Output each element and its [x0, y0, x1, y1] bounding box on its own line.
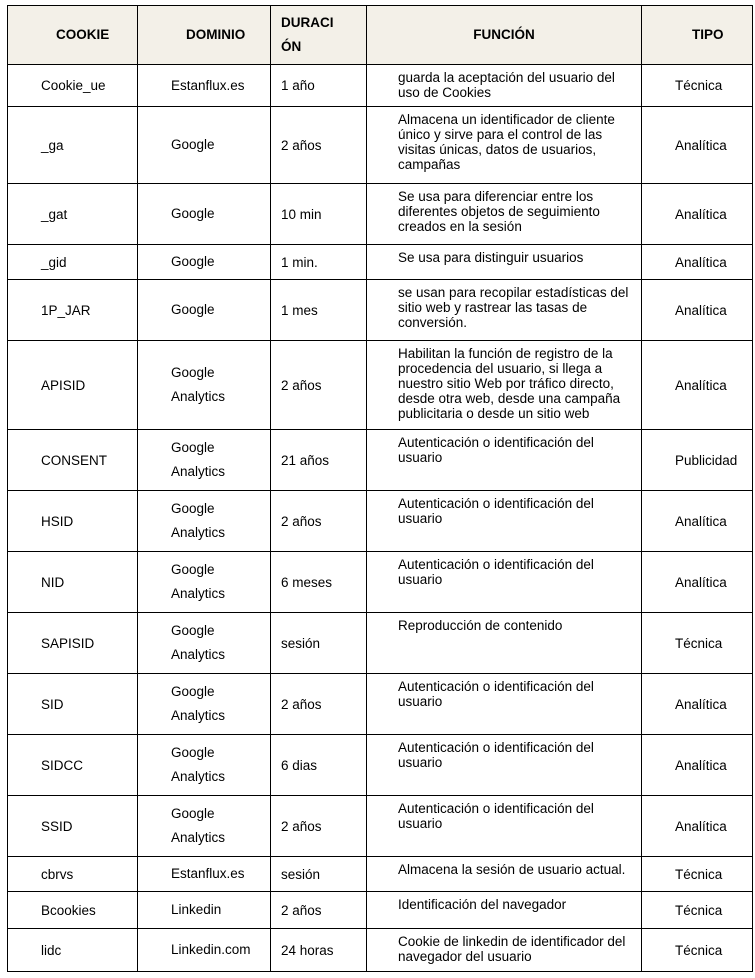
cell-dominio: Google Analytics [138, 796, 271, 857]
header-cookie: COOKIE [8, 6, 138, 65]
cell-funcion: Autenticación o identificación del usuario [367, 491, 642, 552]
cell-tipo: Publicidad [642, 430, 753, 491]
table-row [8, 245, 753, 280]
cell-funcion: Identificación del navegador [367, 892, 642, 929]
header-row [8, 6, 753, 65]
cell-duracion: 2 años [271, 491, 367, 552]
cell-funcion: Se usa para diferenciar entre los diferentes objetos de seguimiento creados en la sesión [367, 184, 642, 245]
header-duracion: DURACI ÓN [271, 6, 367, 65]
cell-dominio: Google [138, 184, 271, 245]
cell-duracion: 1 año [271, 65, 367, 107]
cell-tipo: Analítica [642, 796, 753, 857]
cell-duracion: sesión [271, 857, 367, 892]
cell-funcion: se usan para recopilar estadísticas del sitio web y rastrear las tasas de conversión. [367, 280, 642, 341]
table-row [8, 892, 753, 929]
cell-duracion: 2 años [271, 674, 367, 735]
cookies-table [7, 5, 753, 972]
cell-cookie: SSID [8, 796, 138, 857]
cell-funcion: Autenticación o identificación del usuario [367, 674, 642, 735]
cell-dominio: Linkedin [138, 892, 271, 929]
cell-duracion: 2 años [271, 796, 367, 857]
cell-funcion: Autenticación o identificación del usuario [367, 552, 642, 613]
cell-cookie: _gat [8, 184, 138, 245]
cell-cookie: 1P_JAR [8, 280, 138, 341]
table-row [8, 613, 753, 674]
cell-cookie: Bcookies [8, 892, 138, 929]
cell-tipo: Analítica [642, 280, 753, 341]
cell-duracion: 2 años [271, 341, 367, 430]
cell-duracion: sesión [271, 613, 367, 674]
cell-tipo: Técnica [642, 65, 753, 107]
cell-duracion: 1 min. [271, 245, 367, 280]
table-row [8, 430, 753, 491]
cell-cookie: SIDCC [8, 735, 138, 796]
cell-funcion: guarda la aceptación del usuario del uso de Cookies [367, 65, 642, 107]
cell-duracion: 1 mes [271, 280, 367, 341]
cell-funcion: Habilitan la función de registro de la procedencia del usuario, si llega a nuestro sitio Web por tráfico directo, desde otra web, desde una campaña publicitaria o desde un sitio web [367, 341, 642, 430]
cell-cookie: Cookie_ue [8, 65, 138, 107]
cell-duracion: 6 dias [271, 735, 367, 796]
header-funcion: FUNCIÓN [367, 6, 642, 65]
cell-funcion: Se usa para distinguir usuarios [367, 245, 642, 280]
cell-tipo: Analítica [642, 341, 753, 430]
cell-cookie: APISID [8, 341, 138, 430]
header-dominio: DOMINIO [138, 6, 271, 65]
table-row [8, 107, 753, 184]
cell-dominio: Google [138, 107, 271, 184]
table-row [8, 184, 753, 245]
cell-tipo: Analítica [642, 552, 753, 613]
cell-dominio: Google [138, 280, 271, 341]
cell-dominio: Google Analytics [138, 341, 271, 430]
cell-dominio: Google Analytics [138, 430, 271, 491]
cell-duracion: 21 años [271, 430, 367, 491]
cell-duracion: 6 meses [271, 552, 367, 613]
cell-dominio: Estanflux.es [138, 857, 271, 892]
table-row [8, 552, 753, 613]
table-row [8, 280, 753, 341]
header-tipo: TIPO [642, 6, 753, 65]
cell-dominio: Google Analytics [138, 491, 271, 552]
cell-funcion: Autenticación o identificación del usuario [367, 430, 642, 491]
table-row [8, 796, 753, 857]
cell-funcion: Autenticación o identificación del usuario [367, 796, 642, 857]
table-row [8, 341, 753, 430]
cell-cookie: HSID [8, 491, 138, 552]
cell-dominio: Estanflux.es [138, 65, 271, 107]
cell-duracion: 2 años [271, 107, 367, 184]
cell-duracion: 2 años [271, 892, 367, 929]
cell-cookie: SID [8, 674, 138, 735]
table-row [8, 735, 753, 796]
cell-funcion: Almacena un identificador de cliente único y sirve para el control de las visitas únicas, datos de usuarios, campañas [367, 107, 642, 184]
table-row [8, 65, 753, 107]
cell-tipo: Técnica [642, 929, 753, 972]
cell-duracion: 10 min [271, 184, 367, 245]
table-row [8, 674, 753, 735]
cell-tipo: Técnica [642, 892, 753, 929]
cell-funcion: Autenticación o identificación del usuario [367, 735, 642, 796]
cell-tipo: Analítica [642, 245, 753, 280]
cell-cookie: _gid [8, 245, 138, 280]
cell-cookie: NID [8, 552, 138, 613]
cell-funcion: Almacena la sesión de usuario actual. [367, 857, 642, 892]
cell-dominio: Google [138, 245, 271, 280]
cell-dominio: Google Analytics [138, 613, 271, 674]
table-row [8, 491, 753, 552]
cell-tipo: Analítica [642, 184, 753, 245]
cell-duracion: 24 horas [271, 929, 367, 972]
cell-cookie: cbrvs [8, 857, 138, 892]
table-row [8, 929, 753, 972]
cell-funcion: Reproducción de contenido [367, 613, 642, 674]
table-row [8, 857, 753, 892]
cell-funcion: Cookie de linkedin de identificador del navegador del usuario [367, 929, 642, 972]
cell-tipo: Analítica [642, 735, 753, 796]
cell-dominio: Google Analytics [138, 552, 271, 613]
cell-tipo: Analítica [642, 491, 753, 552]
cell-dominio: Google Analytics [138, 674, 271, 735]
cell-dominio: Google Analytics [138, 735, 271, 796]
cell-cookie: CONSENT [8, 430, 138, 491]
cell-tipo: Técnica [642, 857, 753, 892]
cell-dominio: Linkedin.com [138, 929, 271, 972]
cell-cookie: SAPISID [8, 613, 138, 674]
cell-tipo: Analítica [642, 674, 753, 735]
cell-tipo: Analítica [642, 107, 753, 184]
cell-cookie: lidc [8, 929, 138, 972]
cell-cookie: _ga [8, 107, 138, 184]
cell-tipo: Técnica [642, 613, 753, 674]
